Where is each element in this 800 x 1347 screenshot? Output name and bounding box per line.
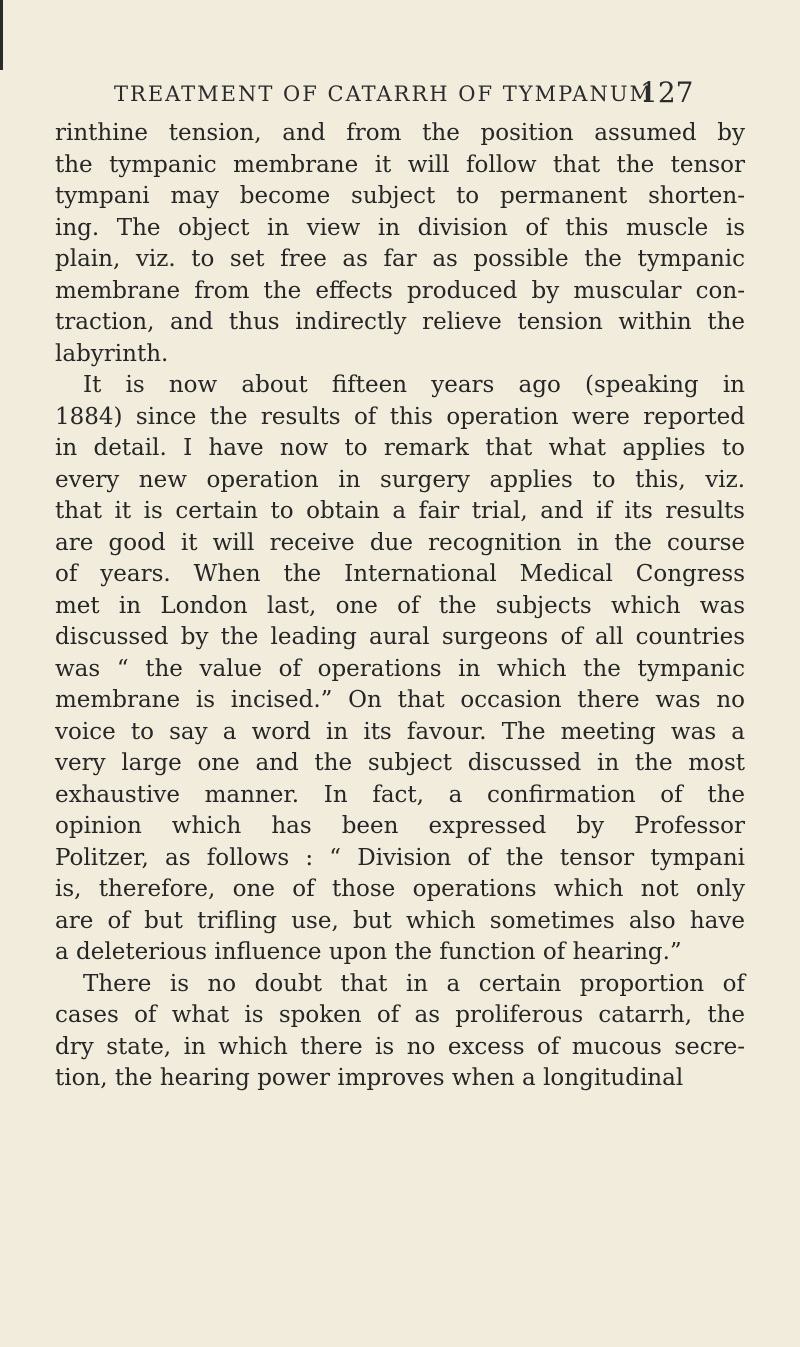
text-line: cases of what is spoken of as proliferous catarrh, the	[55, 1002, 745, 1028]
text-line: in detail. I have now to remark that what applies to	[55, 435, 745, 461]
text-line: a deleterious influence upon the function of hearing.”	[55, 939, 682, 965]
text-line: the tympanic membrane it will follow that the tensor	[55, 151, 745, 178]
text-line: voice to say a word in its favour. The meeting was a	[55, 718, 745, 745]
text-line: tympani may become subject to permanent shorten-	[55, 183, 745, 209]
body-text	[55, 118, 745, 1095]
text-line: membrane from the effects produced by muscular con-	[55, 277, 745, 304]
text-line: It is now about fifteen years ago (speaking in	[83, 372, 745, 398]
text-line: met in London last, one of the subjects which was	[55, 592, 745, 619]
text-line: Politzer, as follows : “ Division of the tensor tympani	[55, 844, 745, 871]
text-line: traction, and thus indirectly relieve tension within the	[55, 309, 745, 335]
text-line: are good it will receive due recognition in the course	[55, 529, 745, 556]
text-line: membrane is incised.” On that occasion there was no	[55, 687, 745, 713]
running-head	[0, 76, 800, 116]
text-line: are of but trifling use, but which sometimes also have	[55, 907, 745, 934]
text-line: every new operation in surgery applies to this, viz.	[55, 466, 745, 493]
text-line: of years. When the International Medical Congress	[55, 561, 745, 587]
text-line: dry state, in which there is no excess of mucous secre-	[55, 1033, 745, 1060]
page-number: 127	[640, 76, 694, 109]
text-line: plain, viz. to set free as far as possible the tympanic	[55, 246, 745, 272]
text-line: very large one and the subject discussed in the most	[55, 750, 745, 776]
text-line: There is no doubt that in a certain proportion of	[83, 970, 745, 997]
page-edge-shadow	[0, 0, 3, 70]
text-line: ing. The object in view in division of this muscle is	[55, 214, 745, 241]
text-line: is, therefore, one of those operations which not only	[55, 876, 745, 902]
text-line: tion, the hearing power improves when a longitudinal	[55, 1065, 684, 1091]
text-line: labyrinth.	[55, 340, 169, 367]
running-title: TREATMENT OF CATARRH OF TYMPANUM	[114, 82, 654, 106]
text-line: that it is certain to obtain a fair trial, and if its results	[55, 498, 745, 524]
text-line: rinthine tension, and from the position assumed by	[55, 120, 745, 146]
text-line: discussed by the leading aural surgeons of all countries	[55, 624, 745, 650]
text-line: 1884) since the results of this operation were reported	[55, 403, 745, 430]
text-line: exhaustive manner. In fact, a confirmation of the	[55, 781, 745, 808]
text-line: opinion which has been expressed by Professor	[55, 813, 745, 839]
text-line: was “ the value of operations in which the tympanic	[55, 655, 745, 682]
